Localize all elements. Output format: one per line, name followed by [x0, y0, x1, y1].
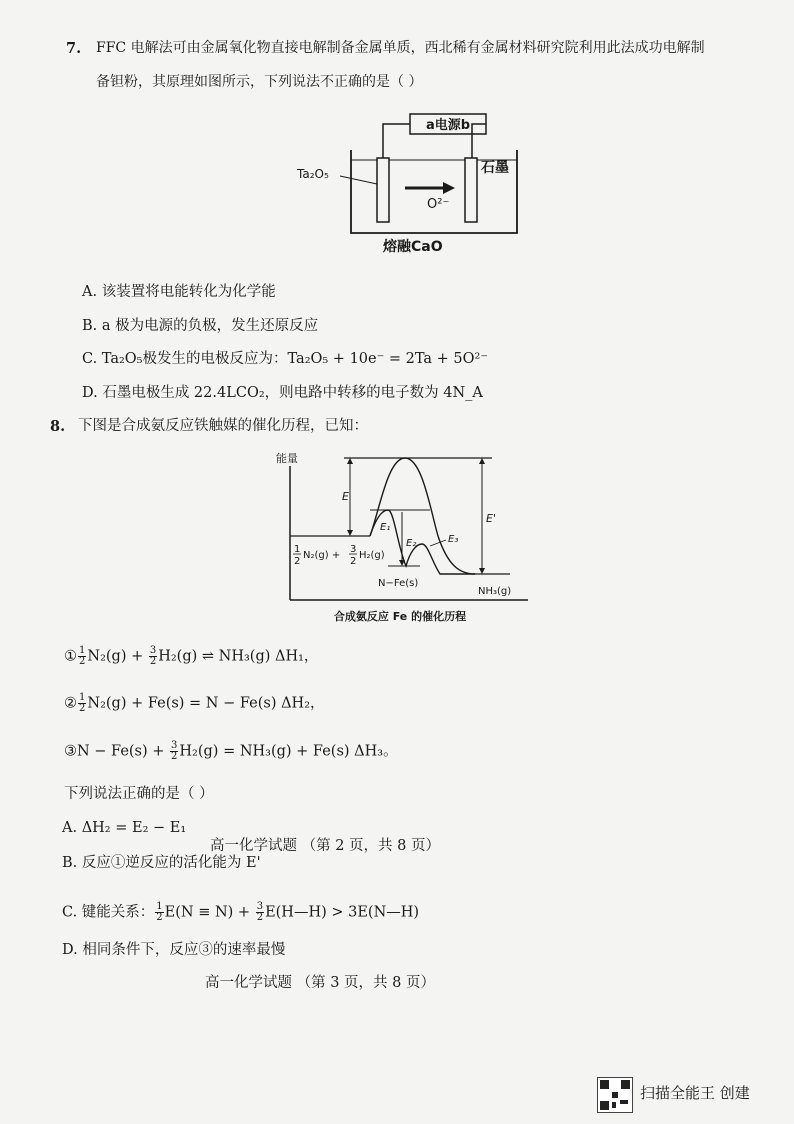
molten-cao-label: 熔融CaO [383, 239, 443, 255]
svg-text:1: 1 [294, 544, 301, 555]
product-label: NH₃(g) [478, 586, 512, 597]
label-e1: E₁ [380, 522, 391, 533]
q8-number: 8. [50, 418, 66, 435]
reactant-label: N₂(g) + [303, 550, 341, 561]
label-e: E [342, 490, 349, 503]
label-e2: E₂ [406, 538, 417, 549]
svg-text:2: 2 [350, 556, 357, 567]
q7-number: 7. [66, 40, 82, 57]
equation-3: ③N − Fe(s) + $\frac{3}{2}$ H₂(g) = NH₃(g) + Fe(s) ΔH₃。 [64, 740, 398, 762]
q7-option-d: D. 石墨电极生成 22.4LCO₂，则电路中转移的电子数为 4N_A [82, 385, 483, 401]
qr-code-icon [597, 1077, 633, 1113]
y-axis-label: 能量 [276, 452, 298, 465]
oxide-ion-label: O²⁻ [427, 197, 450, 212]
q7-stem-line2: 备钽粉，其原理如图所示，下列说法不正确的是（ ） [96, 74, 423, 90]
footer-page-3: 高一化学试题 （第 3 页，共 8 页） [205, 975, 435, 991]
svg-text:3: 3 [350, 544, 357, 555]
ta2o5-label: Ta₂O₅ [297, 167, 329, 181]
q7-option-c: C. Ta₂O₅极发生的电极反应为：Ta₂O₅ + 10e⁻ = 2Ta + 5O²⁻ [82, 351, 488, 367]
svg-text:2: 2 [294, 556, 301, 567]
q8-intro: 下图是合成氨反应铁触媒的催化历程，已知： [78, 418, 368, 434]
intermediate-label: N−Fe(s) [378, 578, 419, 589]
energy-profile-chart [270, 448, 540, 626]
label-e-prime: E' [486, 512, 496, 525]
scanner-watermark: 扫描全能王 创建 [640, 1084, 750, 1102]
chart-caption: 合成氨反应 Fe 的催化历程 [333, 610, 467, 623]
footer-page-2: 高一化学试题 （第 2 页，共 8 页） [210, 838, 440, 854]
label-e3: E₃ [448, 534, 459, 545]
power-source-label: a电源b [425, 118, 471, 133]
electrolysis-diagram [295, 108, 525, 256]
q7-option-b: B. a 极为电源的负极，发生还原反应 [82, 318, 319, 334]
q8-option-d: D. 相同条件下，反应③的速率最慢 [62, 942, 286, 958]
q7-option-a: A. 该装置将电能转化为化学能 [82, 284, 276, 300]
q8-option-a: A. ΔH₂ = E₂ − E₁ [62, 820, 187, 836]
equation-2: ② $\frac{1}{2}$ N₂(g) + Fe(s) = N − Fe(s) ΔH₂， [64, 692, 325, 714]
q8-option-c: C. 键能关系： $\frac{1}{2}$ E(N ≡ N) + $\frac{3}{2}$ E(H—H) > 3E(N—H) [62, 901, 420, 923]
uncatalyzed-path [370, 458, 475, 574]
ta2o5-electrode [377, 158, 389, 222]
q7-stem-line1: FFC 电解法可由金属氧化物直接电解制备金属单质，西北稀有金属材料研究院利用此法成功电解制 [96, 40, 705, 56]
equation-1: ① $\frac{1}{2}$ N₂(g) + $\frac{3}{2}$ H₂(g) ⇌ NH₃(g) ΔH₁， [64, 645, 319, 667]
q8-question: 下列说法正确的是（ ） [64, 786, 214, 802]
reactant-label-h2: H₂(g) [359, 550, 385, 561]
catalyzed-path [370, 510, 475, 574]
graphite-electrode [465, 158, 477, 222]
q8-option-b: B. 反应①逆反应的活化能为 E' [62, 855, 261, 871]
graphite-label: 石墨 [481, 160, 509, 176]
